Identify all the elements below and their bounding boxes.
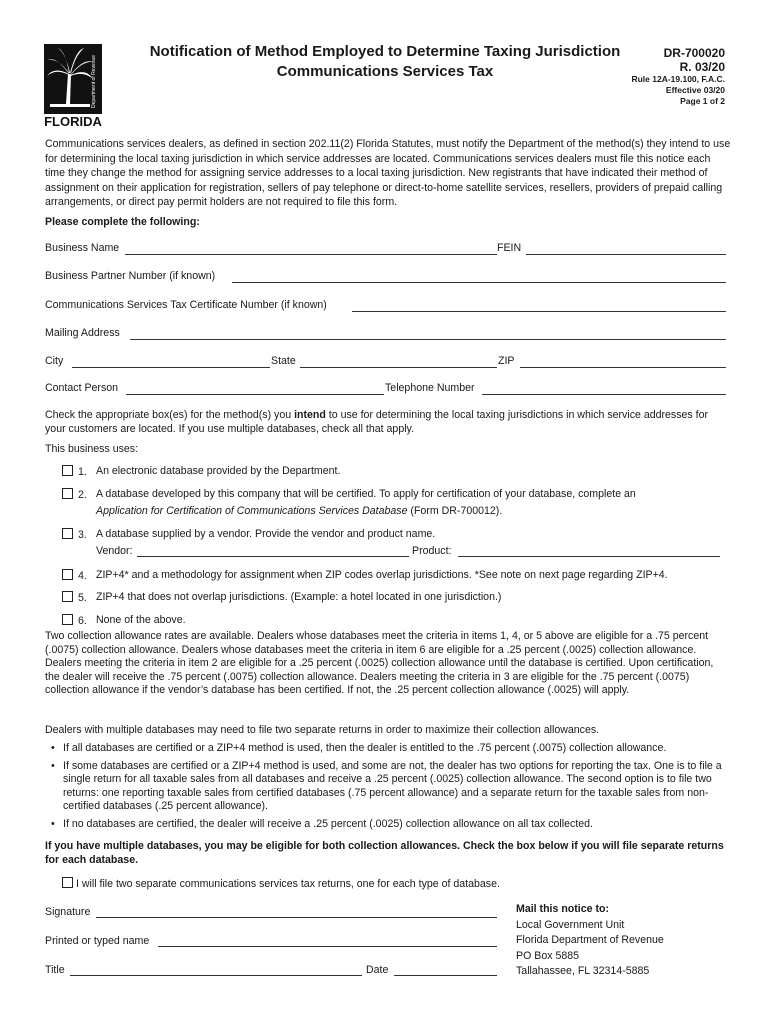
zip-label: ZIP bbox=[498, 355, 515, 367]
product-label: Product: bbox=[412, 545, 452, 557]
option-1-checkbox[interactable] bbox=[62, 465, 73, 476]
option-2-continued: Application for Certification of Communications Services Database (Form DR-700012). bbox=[96, 505, 503, 517]
title-field[interactable] bbox=[70, 975, 362, 976]
signature-label: Signature bbox=[45, 906, 91, 918]
certificate-number-label: Communications Services Tax Certificate Number (if known) bbox=[45, 299, 327, 311]
state-field[interactable] bbox=[300, 367, 497, 368]
palm-tree-icon bbox=[44, 44, 102, 128]
florida-dor-logo bbox=[44, 44, 102, 128]
vendor-label: Vendor: bbox=[96, 545, 133, 557]
option-3-checkbox[interactable] bbox=[62, 528, 73, 539]
contact-person-label: Contact Person bbox=[45, 382, 119, 394]
form-number: DR-700020 bbox=[663, 46, 725, 60]
title-label: Title bbox=[45, 964, 65, 976]
separate-returns-checkbox[interactable] bbox=[62, 877, 73, 888]
multiple-databases-paragraph: Dealers with multiple databases may need to file two separate returns in order to maximize their collection allowances. bbox=[45, 724, 600, 736]
form-revision: R. 03/20 bbox=[679, 60, 725, 74]
option-4-checkbox[interactable] bbox=[62, 569, 73, 580]
vendor-field[interactable] bbox=[137, 556, 409, 557]
page-number: Page 1 of 2 bbox=[680, 96, 725, 106]
option-4: 4. ZIP+4* and a methodology for assignment when ZIP codes overlap jurisdictions. *See note on next page regarding ZIP+4. bbox=[62, 569, 87, 584]
eligible-notice: If you have multiple databases, you may be eligible for both collection allowances. Check the box below if you will file separate returns for each database. bbox=[45, 840, 724, 866]
list-item: • If no databases are certified, the dealer will receive a .25 percent (.0025) collection allowance on all tax collected. bbox=[45, 818, 727, 832]
option-3: 3. A database supplied by a vendor. Provide the vendor and product name. bbox=[62, 528, 87, 543]
printed-name-label: Printed or typed name bbox=[45, 935, 150, 947]
mail-heading: Mail this notice to: bbox=[516, 903, 609, 915]
option-5-checkbox[interactable] bbox=[62, 591, 73, 602]
city-field[interactable] bbox=[72, 367, 270, 368]
separate-returns-option: I will file two separate communications services tax returns, one for each type of database. bbox=[62, 877, 500, 892]
zip-field[interactable] bbox=[520, 367, 726, 368]
option-6: 6. None of the above. bbox=[62, 614, 87, 629]
svg-text:Department of Revenue: Department of Revenue bbox=[91, 54, 97, 108]
signature-field[interactable] bbox=[96, 917, 497, 918]
option-2: 2. A database developed by this company that will be certified. To apply for certification of your database, complete an bbox=[62, 488, 87, 503]
form-identifier bbox=[631, 46, 725, 107]
city-label: City bbox=[45, 355, 64, 367]
state-label: State bbox=[271, 355, 296, 367]
allowance-paragraph: Two collection allowance rates are available. Dealers whose databases meet the criteria in items 1, 4, or 5 above are eligible for a .75 percent (.0075) collection allowance. Dealers whose databases meet the criteria in item 6 are eligible for a .25 percent (.0025) collection allowance. Dealers meeting the criteria in item 2 are eligible for a .25 percent (.0025) collection allowance until the database is certified. Upon certification, the dealer will receive the .75 percent (.0075) collection allowance. Dealers meeting the criteria in 3 are eligible for the .75 percent (.0075) collection allowance if the vendor’s database has been certified. If not, the .25 percent collection allowance (.0025) will apply. bbox=[45, 630, 714, 696]
mailing-instructions: Mail this notice to: Local Government Unit Florida Department of Revenue PO Box 5885 Tallahassee, FL 32314-5885 bbox=[516, 903, 664, 977]
mailing-address-field[interactable] bbox=[130, 339, 726, 340]
product-field[interactable] bbox=[458, 556, 720, 557]
intro-paragraph: Communications services dealers, as defined in section 202.11(2) Florida Statutes, must notify the Department of the method(s) they intend to use for determining the local taxing jurisdiction in which service addresses are located. Communications services dealers must file this notice each time they change the method for assigning service addresses to a local taxing jurisdiction. New registrants that have indicated their method of assignment on their application for registration, sellers of pay telephone or direct-to-home satellite services, resellers, providers of prepaid calling arrangements, or direct pay permit holders are not required to file this form. bbox=[45, 138, 731, 208]
fein-field[interactable] bbox=[526, 254, 726, 255]
list-item: • If all databases are certified or a ZIP+4 method is used, then the dealer is entitled to the .75 percent (.0075) collection allowance. bbox=[45, 742, 727, 756]
date-label: Date bbox=[366, 964, 389, 976]
option-1: 1. An electronic database provided by the Department. bbox=[62, 465, 87, 480]
check-instructions: Check the appropriate box(es) for the method(s) you intend to use for determining the local taxing jurisdictions in which service addresses for your customers are located. If you use multiple databases, check all that apply. bbox=[45, 409, 709, 435]
form-rule: Rule 12A-19.100, F.A.C. bbox=[631, 74, 725, 84]
contact-person-field[interactable] bbox=[126, 394, 384, 395]
fein-label: FEIN bbox=[497, 242, 522, 254]
certificate-number-field[interactable] bbox=[352, 311, 726, 312]
option-6-checkbox[interactable] bbox=[62, 614, 73, 625]
printed-name-field[interactable] bbox=[158, 946, 497, 947]
business-name-field[interactable] bbox=[125, 254, 497, 255]
option-2-checkbox[interactable] bbox=[62, 488, 73, 499]
partner-number-label: Business Partner Number (if known) bbox=[45, 270, 216, 282]
telephone-label: Telephone Number bbox=[385, 382, 475, 394]
telephone-field[interactable] bbox=[482, 394, 726, 395]
business-uses-label: This business uses: bbox=[45, 443, 139, 455]
form-title: Notification of Method Employed to Determine Taxing Jurisdiction Communications Services Tax bbox=[149, 43, 621, 80]
mailing-address-label: Mailing Address bbox=[45, 327, 120, 339]
option-5: 5. ZIP+4 that does not overlap jurisdictions. (Example: a hotel located in one jurisdiction.) bbox=[62, 591, 87, 606]
business-name-label: Business Name bbox=[45, 242, 120, 254]
partner-number-field[interactable] bbox=[232, 282, 726, 283]
list-item: • If some databases are certified or a ZIP+4 method is used, and some are not, the dealer has two options for reporting the tax. One is to file a single return for all taxable sales from all databases and receive a .25 percent (.0025) collection allowance. The second option is to file two returns: one reporting taxable sales from certified databases (.75 percent allowance) and a separate return for the taxable sales from non-certified databases (.25 percent allowance). bbox=[45, 760, 727, 814]
form-heading: Please complete the following: bbox=[45, 216, 200, 228]
date-field[interactable] bbox=[394, 975, 497, 976]
allowance-bullets bbox=[45, 742, 727, 835]
logo-wordmark: FLORIDA bbox=[44, 114, 102, 128]
form-effective: Effective 03/20 bbox=[665, 85, 725, 95]
